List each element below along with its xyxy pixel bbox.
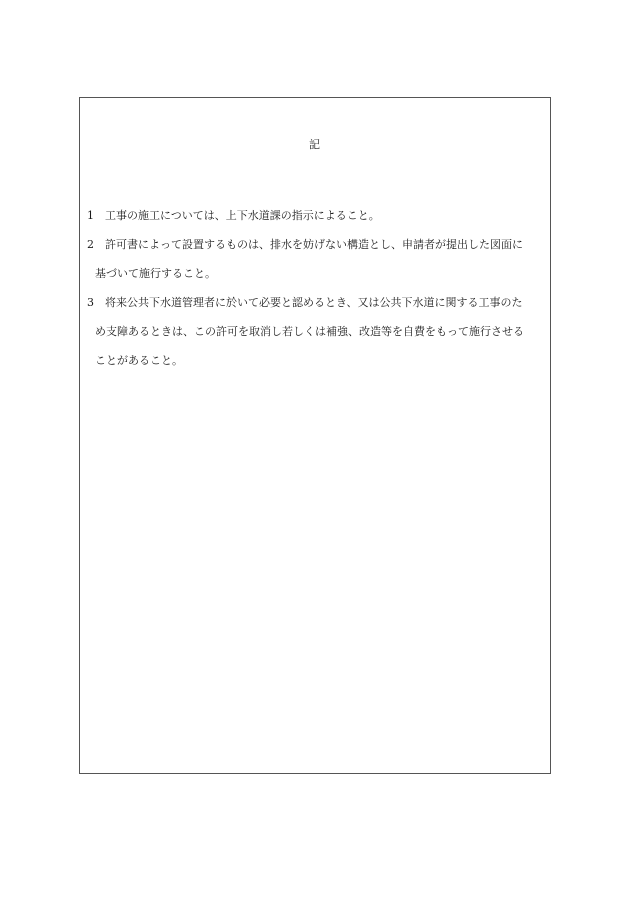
condition-item-1 <box>87 201 549 230</box>
document-frame <box>79 97 551 774</box>
condition-item-2 <box>87 230 549 288</box>
condition-line: 工事の施工については、上下水道課の指示によること。 <box>105 209 380 222</box>
condition-item-3 <box>87 288 549 375</box>
condition-line: 将来公共下水道管理者に於いて必要と認めるとき、又は公共下水道に関する工事のた <box>105 296 523 309</box>
condition-line: 基づいて施行すること。 <box>95 267 216 280</box>
condition-number: 1 <box>87 209 94 222</box>
condition-number: 2 <box>87 238 94 251</box>
condition-number: 3 <box>87 296 94 309</box>
condition-line: ことがあること。 <box>95 354 183 367</box>
condition-line: 許可書によって設置するものは、排水を妨げない構造とし、申請者が提出した図面に <box>105 238 523 251</box>
conditions-list <box>87 201 549 375</box>
condition-text <box>105 201 549 230</box>
heading: 記 <box>309 138 321 151</box>
condition-line: め支障あるときは、この許可を取消し若しくは補強、改造等を自費をもって施行させる <box>95 325 524 338</box>
condition-text <box>95 288 549 375</box>
condition-text <box>95 230 549 288</box>
